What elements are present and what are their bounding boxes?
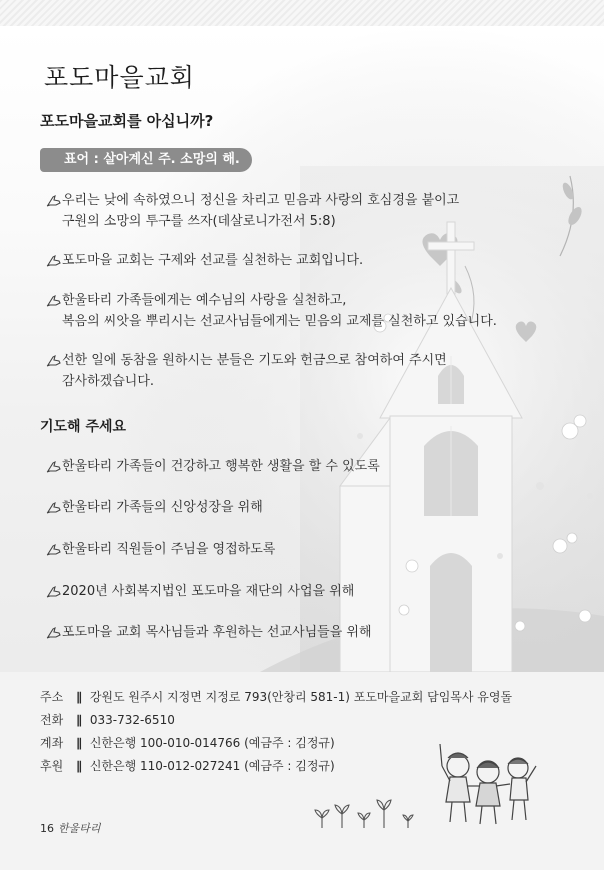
prayer-item-1	[46, 456, 380, 477]
praying-hands-icon	[46, 584, 62, 598]
page-title: 포도마을교회	[44, 63, 195, 92]
info-address	[40, 688, 512, 705]
prayer-text: 한울타리 가족들의 신앙성장을 위해	[62, 500, 263, 515]
praying-hands-icon	[46, 193, 62, 207]
prayer-text: 포도마을 교회 목사님들과 후원하는 선교사님들을 위해	[62, 625, 372, 640]
info-separator: ∥	[76, 759, 82, 773]
info-account	[40, 734, 335, 751]
contact-footer	[0, 672, 604, 870]
info-label: 후원	[40, 759, 64, 773]
info-separator: ∥	[76, 690, 82, 704]
prayer-text: 한울타리 직원들이 주님을 영접하도록	[62, 542, 276, 557]
main-panel	[0, 26, 604, 672]
top-pattern-strip	[0, 0, 604, 26]
intro-paragraph-2	[46, 250, 363, 271]
info-label: 주소	[40, 690, 64, 704]
info-label: 계좌	[40, 736, 64, 750]
praying-hands-icon	[46, 625, 62, 639]
info-separator: ∥	[76, 713, 82, 727]
info-phone	[40, 711, 175, 728]
prayer-text: 2020년 사회복지법인 포도마을 재단의 사업을 위해	[62, 584, 355, 599]
intro-paragraph-4	[46, 350, 447, 392]
info-label: 전화	[40, 713, 64, 727]
intro-paragraph-3	[46, 290, 497, 332]
praying-hands-icon	[46, 293, 62, 307]
praying-hands-icon	[46, 353, 62, 367]
intro-text: 복음의 씨앗을 뿌리시는 선교사님들에게는 믿음의 교제를 실천하고 있습니다.	[62, 314, 497, 329]
children-illustration	[436, 736, 542, 828]
intro-text: 구원의 소망의 투구를 쓰자(데살로니가전서 5:8)	[62, 214, 336, 229]
praying-hands-icon	[46, 542, 62, 556]
motto-badge: 표어 : 살아계신 주. 소망의 해.	[40, 148, 252, 172]
praying-hands-icon	[46, 253, 62, 267]
page-logo: 한울타리	[58, 822, 101, 835]
praying-hands-icon	[46, 459, 62, 473]
prayer-item-5	[46, 622, 372, 643]
section-heading-prayer: 기도해 주세요	[40, 419, 127, 435]
info-value: 신한은행 110-012-027241 (예금주 : 김정규)	[89, 759, 335, 773]
intro-text: 우리는 낮에 속하였으니 정신을 차리고 믿음과 사랑의 호심경을 붙이고	[62, 193, 460, 208]
prayer-item-2	[46, 497, 263, 518]
info-support	[40, 757, 335, 774]
info-value: 신한은행 100-010-014766 (예금주 : 김정규)	[89, 736, 335, 750]
prayer-text: 한울타리 가족들이 건강하고 행복한 생활을 할 수 있도록	[62, 459, 380, 474]
info-value: 033-732-6510	[89, 713, 175, 727]
section-heading-about: 포도마을교회를 아십니까?	[40, 112, 214, 130]
prayer-item-4	[46, 581, 354, 602]
intro-paragraph-1	[46, 190, 459, 232]
sprouts-illustration	[314, 790, 418, 830]
info-separator: ∥	[76, 736, 82, 750]
intro-text: 포도마을 교회는 구제와 선교를 실천하는 교회입니다.	[62, 253, 364, 268]
intro-text: 한울타리 가족들에게는 예수님의 사랑을 실천하고,	[62, 293, 347, 308]
intro-text: 선한 일에 동참을 원하시는 분들은 기도와 헌금으로 참여하여 주시면	[62, 353, 447, 368]
prayer-item-3	[46, 539, 275, 560]
info-value: 강원도 원주시 지정면 지정로 793(안창리 581-1) 포도마을교회 담임목사 유영돌	[89, 690, 513, 704]
praying-hands-icon	[46, 500, 62, 514]
page-number: 16	[40, 822, 54, 835]
intro-text: 감사하겠습니다.	[62, 374, 155, 389]
